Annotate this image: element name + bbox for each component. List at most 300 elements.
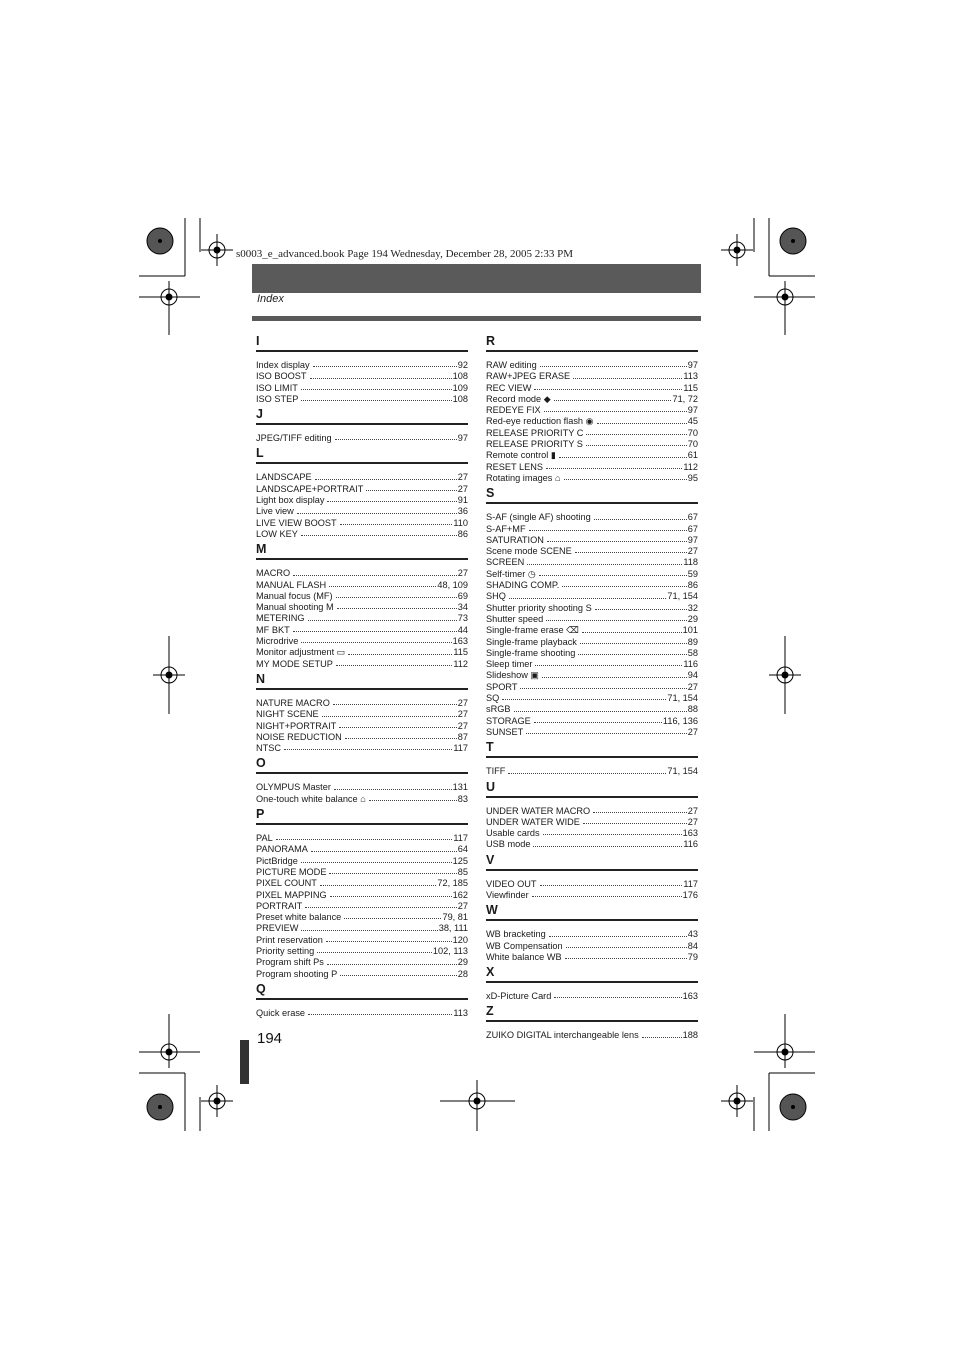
entry-page-ref: 71, 72 bbox=[672, 393, 698, 404]
leader-dots bbox=[509, 598, 666, 599]
index-group-u bbox=[486, 779, 698, 851]
index-letter-heading: P bbox=[256, 806, 468, 825]
index-letter-heading: Z bbox=[486, 1003, 698, 1022]
entry-page-ref: 97 bbox=[457, 433, 468, 444]
index-entry bbox=[486, 569, 698, 580]
index-entry bbox=[256, 591, 468, 602]
entry-page-ref: 67 bbox=[687, 512, 698, 523]
index-letter-heading: N bbox=[256, 671, 468, 690]
entry-page-ref: 73 bbox=[457, 613, 468, 624]
entry-page-ref: 71, 154 bbox=[667, 766, 698, 777]
leader-dots bbox=[301, 389, 452, 390]
leader-dots bbox=[549, 936, 687, 937]
entry-page-ref: 48, 109 bbox=[437, 579, 468, 590]
entry-label: RAW editing bbox=[486, 360, 537, 370]
index-group-w bbox=[486, 902, 698, 963]
leader-dots bbox=[578, 654, 686, 655]
entry-label: One-touch white balance ⌂ bbox=[256, 793, 366, 804]
index-entry bbox=[486, 839, 698, 850]
entry-page-ref: 64 bbox=[457, 844, 468, 855]
entry-label: RELEASE PRIORITY S bbox=[486, 439, 583, 450]
index-letter-heading: O bbox=[256, 755, 468, 774]
entry-label: SHADING COMP. bbox=[486, 580, 560, 591]
entry-page-ref: 32 bbox=[687, 602, 698, 613]
entry-label: Rotating images ⌂ bbox=[486, 472, 561, 483]
entry-label: PICTURE MODE bbox=[256, 866, 327, 877]
leader-dots bbox=[322, 716, 457, 717]
entry-label: WB Compensation bbox=[486, 940, 563, 951]
entry-page-ref: 43 bbox=[687, 929, 698, 940]
index-entry bbox=[256, 946, 468, 957]
entry-label: PREVIEW bbox=[256, 923, 299, 934]
entry-page-ref: 29 bbox=[687, 613, 698, 624]
leader-dots bbox=[597, 423, 687, 424]
entry-page-ref: 102, 113 bbox=[432, 945, 468, 956]
entry-label: UNDER WATER WIDE bbox=[486, 816, 580, 827]
leader-dots bbox=[339, 727, 457, 728]
index-column-left bbox=[256, 333, 468, 1020]
entry-page-ref: 27 bbox=[457, 697, 468, 708]
entry-page-ref: 70 bbox=[687, 439, 698, 450]
entry-page-ref: 116, 136 bbox=[662, 715, 698, 726]
index-entry bbox=[256, 901, 468, 912]
index-entry bbox=[486, 473, 698, 484]
index-group-j bbox=[256, 406, 468, 444]
entry-page-ref: 83 bbox=[457, 793, 468, 804]
entry-label: sRGB bbox=[486, 704, 511, 715]
entry-page-ref: 163 bbox=[682, 991, 698, 1002]
index-letter-heading: Q bbox=[256, 981, 468, 1000]
leader-dots bbox=[543, 834, 682, 835]
entry-page-ref: 120 bbox=[452, 934, 468, 945]
entry-page-ref: 117 bbox=[453, 833, 468, 844]
entry-label: MY MODE SETUP bbox=[256, 658, 333, 669]
entry-page-ref: 94 bbox=[687, 670, 698, 681]
entry-label: RESET LENS bbox=[486, 461, 544, 472]
entry-label: Preset white balance bbox=[256, 912, 342, 923]
entry-label: Self-timer ◷ bbox=[486, 568, 536, 579]
entry-page-ref: 163 bbox=[452, 636, 468, 647]
index-entry bbox=[486, 716, 698, 727]
leader-dots bbox=[366, 490, 456, 491]
entry-page-ref: 29 bbox=[457, 957, 468, 968]
index-entry bbox=[256, 613, 468, 624]
index-group-l bbox=[256, 445, 468, 540]
entry-label: PictBridge bbox=[256, 855, 298, 866]
index-entry bbox=[256, 568, 468, 579]
leader-dots bbox=[284, 749, 452, 750]
header-bar bbox=[252, 264, 701, 293]
index-entry bbox=[486, 614, 698, 625]
leader-dots bbox=[529, 530, 687, 531]
entry-label: Live view bbox=[256, 506, 294, 517]
index-group-p bbox=[256, 806, 468, 980]
entry-page-ref: 112 bbox=[683, 461, 698, 472]
page-number-bar bbox=[240, 1040, 249, 1084]
index-entry bbox=[256, 878, 468, 889]
entry-label: Red-eye reduction flash ◉ bbox=[486, 416, 594, 427]
index-letter-heading: X bbox=[486, 964, 698, 983]
entry-page-ref: 71, 154 bbox=[667, 693, 698, 704]
entry-page-ref: 34 bbox=[457, 602, 468, 613]
leader-dots bbox=[534, 389, 682, 390]
entry-label: Usable cards bbox=[486, 828, 540, 839]
index-letter-heading: W bbox=[486, 902, 698, 921]
entry-page-ref: 59 bbox=[687, 568, 698, 579]
entry-label: Slideshow ▣ bbox=[486, 670, 540, 681]
entry-label: xD-Picture Card bbox=[486, 991, 552, 1002]
leader-dots bbox=[320, 885, 436, 886]
index-entry bbox=[486, 405, 698, 416]
index-entry bbox=[486, 580, 698, 591]
leader-dots bbox=[508, 773, 666, 774]
leader-dots bbox=[340, 524, 453, 525]
entry-page-ref: 131 bbox=[452, 782, 468, 793]
index-entry bbox=[256, 636, 468, 647]
entry-page-ref: 38, 111 bbox=[438, 923, 468, 934]
entry-page-ref: 58 bbox=[687, 647, 698, 658]
entry-page-ref: 117 bbox=[683, 878, 698, 889]
entry-label: PANORAMA bbox=[256, 844, 308, 855]
entry-page-ref: 109 bbox=[452, 382, 468, 393]
entry-page-ref: 115 bbox=[683, 382, 698, 393]
index-entry bbox=[486, 766, 698, 777]
index-entry bbox=[256, 383, 468, 394]
index-entry bbox=[256, 484, 468, 495]
leader-dots bbox=[336, 665, 452, 666]
leader-dots bbox=[594, 519, 687, 520]
entry-label: WB bracketing bbox=[486, 929, 546, 940]
leader-dots bbox=[305, 907, 456, 908]
entry-label: SHQ bbox=[486, 591, 506, 602]
entry-page-ref: 71, 154 bbox=[667, 591, 698, 602]
index-group-n bbox=[256, 671, 468, 754]
index-entry bbox=[486, 806, 698, 817]
index-entry bbox=[256, 659, 468, 670]
index-entry bbox=[256, 506, 468, 517]
index-entry bbox=[486, 557, 698, 568]
entry-label: Light box display bbox=[256, 495, 325, 506]
entry-page-ref: 88 bbox=[687, 704, 698, 715]
index-letter-heading: V bbox=[486, 852, 698, 871]
index-entry bbox=[486, 682, 698, 693]
entry-label: SATURATION bbox=[486, 534, 544, 545]
index-entry bbox=[256, 912, 468, 923]
index-entry bbox=[486, 591, 698, 602]
index-entry bbox=[486, 890, 698, 901]
entry-label: Sleep timer bbox=[486, 659, 533, 670]
entry-label: RELEASE PRIORITY C bbox=[486, 427, 584, 438]
entry-label: JPEG/TIFF editing bbox=[256, 433, 332, 444]
leader-dots bbox=[539, 575, 687, 576]
entry-label: White balance WB bbox=[486, 951, 562, 962]
leader-dots bbox=[540, 885, 683, 886]
index-entry bbox=[256, 969, 468, 980]
index-entry bbox=[486, 879, 698, 890]
entry-page-ref: 92 bbox=[457, 360, 468, 370]
index-letter-heading: U bbox=[486, 779, 698, 798]
leader-dots bbox=[546, 468, 682, 469]
index-entry bbox=[256, 721, 468, 732]
entry-label: ZUIKO DIGITAL interchangeable lens bbox=[486, 1030, 639, 1041]
entry-label: VIDEO OUT bbox=[486, 878, 537, 889]
index-letter-heading: T bbox=[486, 739, 698, 758]
leader-dots bbox=[546, 620, 687, 621]
leader-dots bbox=[334, 789, 452, 790]
entry-label: S-AF+MF bbox=[486, 523, 526, 534]
index-group-i bbox=[256, 333, 468, 405]
entry-label: Manual shooting M bbox=[256, 602, 334, 613]
leader-dots bbox=[315, 479, 457, 480]
entry-page-ref: 44 bbox=[457, 624, 468, 635]
leader-dots bbox=[547, 541, 687, 542]
entry-page-ref: 27 bbox=[457, 568, 468, 579]
entry-page-ref: 61 bbox=[687, 450, 698, 461]
entry-label: MF BKT bbox=[256, 624, 290, 635]
index-column-right bbox=[486, 333, 698, 1043]
index-letter-heading: J bbox=[256, 406, 468, 425]
index-entry bbox=[256, 647, 468, 658]
leader-dots bbox=[333, 704, 457, 705]
entry-label: PIXEL COUNT bbox=[256, 878, 317, 889]
index-entry bbox=[486, 462, 698, 473]
entry-label: Manual focus (MF) bbox=[256, 590, 333, 601]
index-entry bbox=[486, 693, 698, 704]
leader-dots bbox=[329, 873, 456, 874]
index-entry bbox=[486, 450, 698, 461]
leader-dots bbox=[310, 378, 452, 379]
entry-page-ref: 86 bbox=[457, 528, 468, 539]
leader-dots bbox=[593, 812, 687, 813]
entry-label: TIFF bbox=[486, 766, 506, 777]
entry-page-ref: 108 bbox=[452, 393, 468, 404]
entry-page-ref: 118 bbox=[683, 557, 698, 568]
entry-page-ref: 108 bbox=[452, 371, 468, 382]
leader-dots bbox=[534, 722, 662, 723]
leader-dots bbox=[514, 711, 687, 712]
entry-label: REC VIEW bbox=[486, 382, 532, 393]
entry-page-ref: 27 bbox=[687, 816, 698, 827]
leader-dots bbox=[336, 597, 457, 598]
book-info-line: s0003_e_advanced.book Page 194 Wednesday, December 28, 2005 2:33 PM bbox=[236, 248, 573, 260]
entry-page-ref: 116 bbox=[683, 839, 698, 850]
index-entry bbox=[486, 625, 698, 636]
entry-label: NTSC bbox=[256, 743, 282, 754]
index-entry bbox=[486, 637, 698, 648]
index-letter-heading: M bbox=[256, 541, 468, 560]
leader-dots bbox=[573, 378, 682, 379]
entry-label: ISO STEP bbox=[256, 393, 299, 404]
leader-dots bbox=[595, 609, 687, 610]
entry-page-ref: 79 bbox=[687, 951, 698, 962]
leader-dots bbox=[586, 445, 687, 446]
index-entry bbox=[256, 580, 468, 591]
entry-page-ref: 84 bbox=[687, 940, 698, 951]
leader-dots bbox=[326, 941, 452, 942]
leader-dots bbox=[583, 823, 687, 824]
entry-page-ref: 162 bbox=[452, 889, 468, 900]
leader-dots bbox=[327, 964, 457, 965]
index-entry bbox=[256, 698, 468, 709]
leader-dots bbox=[562, 586, 686, 587]
entry-label: Viewfinder bbox=[486, 889, 529, 900]
entry-label: LIVE VIEW BOOST bbox=[256, 517, 337, 528]
index-entry bbox=[256, 625, 468, 636]
entry-label: Quick erase bbox=[256, 1007, 306, 1018]
entry-page-ref: 27 bbox=[687, 681, 698, 692]
entry-label: MACRO bbox=[256, 568, 291, 579]
index-entry bbox=[256, 867, 468, 878]
leader-dots bbox=[520, 688, 686, 689]
entry-page-ref: 72, 185 bbox=[437, 878, 468, 889]
index-entry bbox=[256, 890, 468, 901]
index-entry bbox=[486, 670, 698, 681]
leader-dots bbox=[564, 479, 687, 480]
entry-label: PORTRAIT bbox=[256, 900, 303, 911]
index-entry bbox=[486, 371, 698, 382]
leader-dots bbox=[369, 800, 457, 801]
leader-dots bbox=[313, 366, 457, 367]
entry-page-ref: 27 bbox=[457, 709, 468, 720]
index-entry bbox=[486, 991, 698, 1002]
entry-label: SCREEN bbox=[486, 557, 525, 568]
index-entry bbox=[256, 794, 468, 805]
entry-label: METERING bbox=[256, 613, 305, 624]
index-entry bbox=[256, 360, 468, 371]
leader-dots bbox=[335, 439, 457, 440]
index-entry bbox=[486, 428, 698, 439]
index-group-q bbox=[256, 981, 468, 1019]
index-entry bbox=[256, 957, 468, 968]
entry-page-ref: 91 bbox=[457, 495, 468, 506]
entry-label: Print reservation bbox=[256, 934, 323, 945]
index-entry bbox=[486, 727, 698, 738]
leader-dots bbox=[340, 975, 457, 976]
index-entry bbox=[256, 782, 468, 793]
index-entry bbox=[486, 512, 698, 523]
leader-dots bbox=[559, 457, 687, 458]
entry-page-ref: 188 bbox=[682, 1030, 698, 1041]
leader-dots bbox=[301, 862, 452, 863]
index-entry bbox=[256, 743, 468, 754]
index-entry bbox=[486, 524, 698, 535]
entry-label: NATURE MACRO bbox=[256, 697, 330, 708]
entry-label: Monitor adjustment ▭ bbox=[256, 647, 346, 658]
entry-page-ref: 116 bbox=[683, 659, 698, 670]
entry-label: Shutter speed bbox=[486, 613, 544, 624]
entry-page-ref: 97 bbox=[687, 360, 698, 370]
entry-page-ref: 85 bbox=[457, 866, 468, 877]
leader-dots bbox=[544, 411, 687, 412]
entry-page-ref: 97 bbox=[687, 405, 698, 416]
index-entry bbox=[256, 529, 468, 540]
entry-label: LANDSCAPE bbox=[256, 472, 312, 483]
entry-page-ref: 27 bbox=[457, 900, 468, 911]
entry-page-ref: 110 bbox=[453, 517, 468, 528]
entry-label: Single-frame shooting bbox=[486, 647, 576, 658]
leader-dots bbox=[329, 586, 436, 587]
index-entry bbox=[486, 704, 698, 715]
entry-page-ref: 95 bbox=[687, 472, 698, 483]
entry-label: STORAGE bbox=[486, 715, 531, 726]
header-rule bbox=[252, 316, 701, 321]
leader-dots bbox=[502, 699, 666, 700]
entry-page-ref: 113 bbox=[453, 1007, 468, 1018]
index-entry bbox=[486, 929, 698, 940]
entry-page-ref: 27 bbox=[687, 805, 698, 816]
index-entry bbox=[486, 952, 698, 963]
index-group-s bbox=[486, 485, 698, 738]
leader-dots bbox=[580, 643, 687, 644]
entry-label: NIGHT+PORTRAIT bbox=[256, 720, 337, 731]
index-entry bbox=[486, 648, 698, 659]
index-entry bbox=[256, 495, 468, 506]
leader-dots bbox=[344, 918, 441, 919]
entry-page-ref: 97 bbox=[687, 534, 698, 545]
index-entry bbox=[486, 659, 698, 670]
entry-page-ref: 176 bbox=[682, 889, 698, 900]
leader-dots bbox=[535, 665, 682, 666]
entry-page-ref: 67 bbox=[687, 523, 698, 534]
entry-page-ref: 27 bbox=[687, 546, 698, 557]
leader-dots bbox=[527, 564, 682, 565]
entry-page-ref: 70 bbox=[687, 427, 698, 438]
leader-dots bbox=[532, 896, 682, 897]
index-entry bbox=[256, 709, 468, 720]
entry-page-ref: 87 bbox=[457, 731, 468, 742]
leader-dots bbox=[345, 738, 457, 739]
leader-dots bbox=[533, 846, 682, 847]
entry-label: NOISE REDUCTION bbox=[256, 731, 342, 742]
leader-dots bbox=[582, 632, 681, 633]
entry-label: LANDSCAPE+PORTRAIT bbox=[256, 483, 364, 494]
index-group-m bbox=[256, 541, 468, 670]
entry-page-ref: 27 bbox=[457, 720, 468, 731]
index-group-z bbox=[486, 1003, 698, 1041]
index-entry bbox=[486, 439, 698, 450]
index-entry bbox=[486, 941, 698, 952]
leader-dots bbox=[297, 513, 457, 514]
index-entry bbox=[256, 602, 468, 613]
entry-label: PAL bbox=[256, 833, 273, 844]
entry-label: NIGHT SCENE bbox=[256, 709, 319, 720]
leader-dots bbox=[301, 642, 451, 643]
leader-dots bbox=[293, 631, 457, 632]
entry-label: RAW+JPEG ERASE bbox=[486, 371, 571, 382]
page-number: 194 bbox=[257, 1030, 283, 1047]
entry-page-ref: 163 bbox=[682, 828, 698, 839]
index-entry bbox=[256, 433, 468, 444]
entry-label: SPORT bbox=[486, 681, 518, 692]
entry-page-ref: 69 bbox=[457, 590, 468, 601]
leader-dots bbox=[348, 654, 452, 655]
section-title: Index bbox=[257, 293, 284, 305]
index-group-r bbox=[486, 333, 698, 484]
entry-label: LOW KEY bbox=[256, 528, 298, 539]
entry-label: OLYMPUS Master bbox=[256, 782, 331, 793]
entry-page-ref: 113 bbox=[683, 371, 698, 382]
entry-page-ref: 28 bbox=[457, 968, 468, 979]
entry-label: Single-frame playback bbox=[486, 636, 577, 647]
index-entry bbox=[256, 472, 468, 483]
index-entry bbox=[256, 394, 468, 405]
entry-label: S-AF (single AF) shooting bbox=[486, 512, 591, 523]
entry-page-ref: 45 bbox=[687, 416, 698, 427]
leader-dots bbox=[308, 1014, 452, 1015]
leader-dots bbox=[301, 535, 457, 536]
entry-label: Microdrive bbox=[256, 636, 299, 647]
entry-page-ref: 27 bbox=[457, 483, 468, 494]
